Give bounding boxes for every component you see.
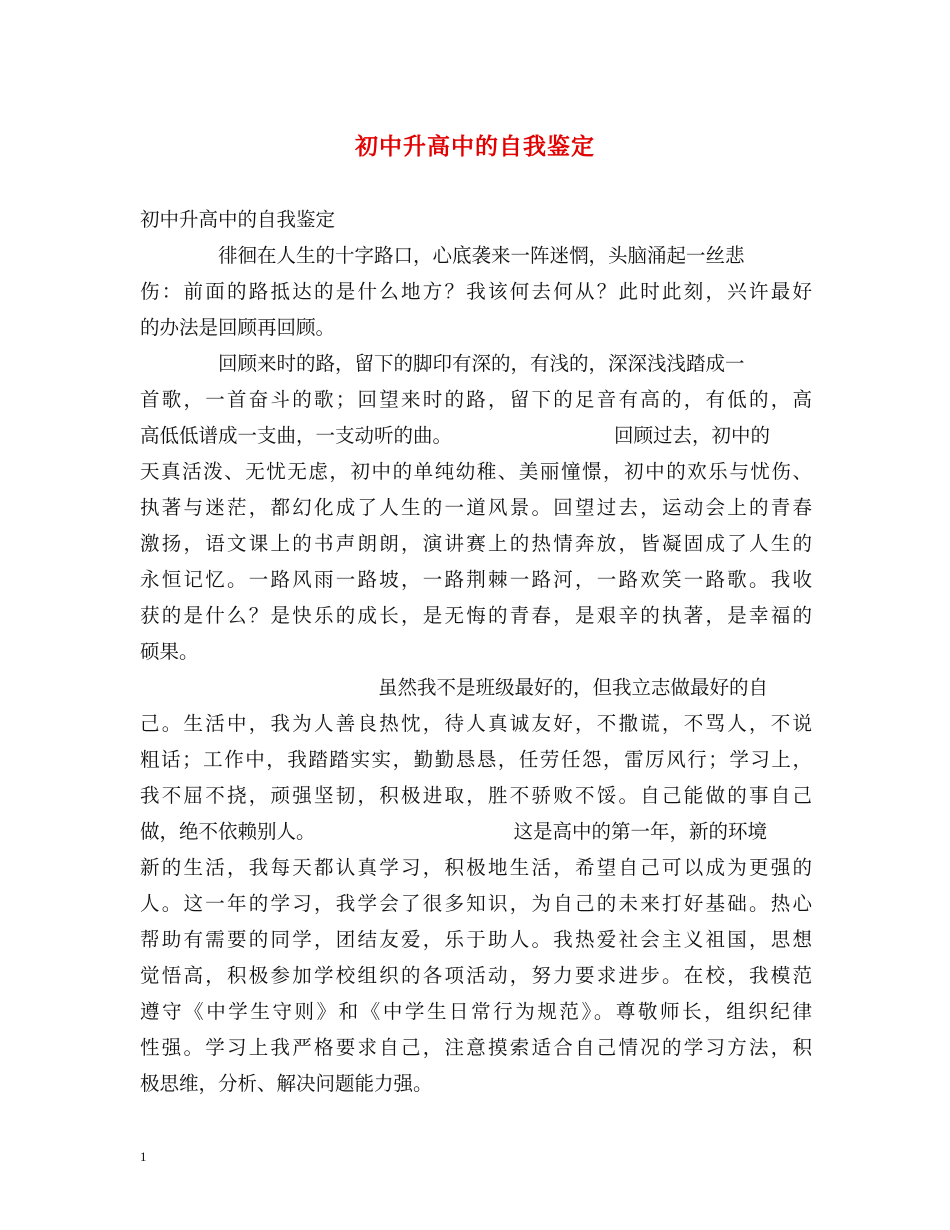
paragraph-line: 伤：前面的路抵达的是什么地方？我该何去何从？此时此刻，兴许最好 — [140, 280, 812, 303]
paragraph-line: 新的生活，我每天都认真学习，积极地生活，希望自己可以成为更强的 — [140, 856, 812, 879]
paragraph-line — [140, 418, 812, 454]
paragraph-line: 激扬，语文课上的书声朗朗，演讲赛上的热情奔放，皆凝固成了人生的 — [140, 532, 812, 555]
paragraph-line — [140, 814, 812, 850]
paragraph-line: 人。这一年的学习，我学会了很多知识，为自己的未来打好基础。热心 — [140, 892, 812, 915]
document-title: 初中升高中的自我鉴定 — [355, 133, 595, 160]
paragraph-line: 回顾来时的路，留下的脚印有深的，有浅的，深深浅浅踏成一 — [218, 352, 745, 375]
page-number: 1 — [140, 1149, 147, 1164]
paragraph-line: 我不屈不挠，顽强坚韧，积极进取，胜不骄败不馁。自己能做的事自己 — [140, 784, 812, 807]
paragraph-line: 粗话；工作中，我踏踏实实，勤勤恳恳，任劳任怨，雷厉风行；学习上， — [140, 748, 812, 771]
paragraph-line: 帮助有需要的同学，团结友爱，乐于助人。我热爱社会主义祖国，思想 — [140, 928, 812, 951]
paragraph-line: 徘徊在人生的十字路口，心底袭来一阵迷惘，头脑涌起一丝悲 — [218, 244, 745, 267]
paragraph-line: 永恒记忆。一路风雨一路坡，一路荆棘一路河，一路欢笑一路歌。我收 — [140, 568, 812, 591]
paragraph-line: 虽然我不是班级最好的，但我立志做最好的自 — [378, 676, 769, 699]
paragraph-fragment: 回顾过去，初中的 — [614, 424, 771, 447]
paragraph-line: 执著与迷茫，都幻化成了人生的一道风景。回望过去，运动会上的青春 — [140, 496, 812, 519]
paragraph-line: 获的是什么？是快乐的成长，是无悔的青春，是艰辛的执著，是幸福的 — [140, 604, 812, 627]
paragraph-line: 天真活泼、无忧无虑，初中的单纯幼稚、美丽憧憬，初中的欢乐与忧伤、 — [140, 460, 812, 483]
paragraph-fragment: 这是高中的第一年，新的环境 — [513, 820, 768, 843]
paragraph-line: 首歌，一首奋斗的歌；回望来时的路，留下的足音有高的，有低的，高 — [140, 388, 812, 411]
paragraph-line: 性强。学习上我严格要求自己，注意摸索适合自己情况的学习方法，积 — [140, 1036, 812, 1059]
paragraph-line: 遵守《中学生守则》和《中学生日常行为规范》。尊敬师长，组织纪律 — [140, 1000, 812, 1023]
paragraph-line: 硕果。 — [140, 640, 199, 663]
paragraph-line: 的办法是回顾再回顾。 — [140, 316, 336, 339]
document-body — [140, 202, 812, 1102]
paragraph-fragment: 做，绝不依赖别人。 — [140, 820, 316, 843]
document-subtitle: 初中升高中的自我鉴定 — [140, 208, 336, 231]
paragraph-fragment: 高低低谱成一支曲，一支动听的曲。 — [140, 424, 453, 447]
paragraph-line: 己。生活中，我为人善良热忱，待人真诚友好，不撒谎，不骂人，不说 — [140, 712, 812, 735]
paragraph-line: 觉悟高，积极参加学校组织的各项活动，努力要求进步。在校，我模范 — [140, 964, 812, 987]
paragraph-line: 极思维，分析、解决问题能力强。 — [140, 1072, 433, 1095]
